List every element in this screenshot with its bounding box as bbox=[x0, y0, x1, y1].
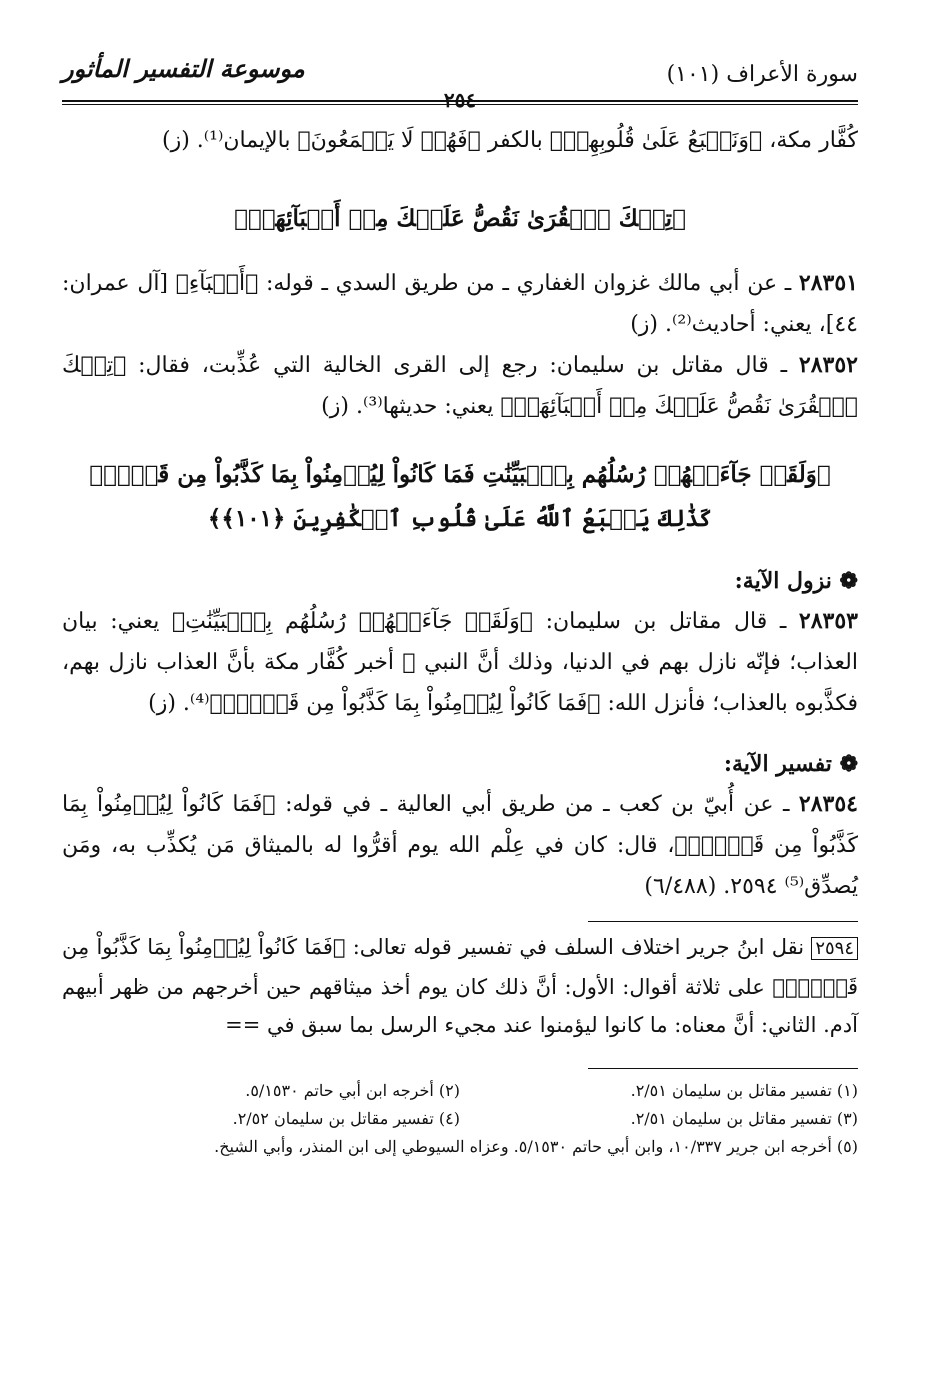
entry-28351 bbox=[62, 263, 858, 345]
footnotes bbox=[62, 1077, 858, 1161]
commentary-note bbox=[62, 928, 858, 1044]
page bbox=[62, 40, 858, 1161]
footnote-separator bbox=[588, 1068, 858, 1069]
entry-number: ٢٨٣٥٣ bbox=[798, 608, 858, 634]
footnote-5: (٥) أخرجه ابن جرير ١٠/٣٣٧، وابن أبي حاتم ٥/١٥٣٠. وعزاه السيوطي إلى ابن المنذر، وأبي الشيخ. bbox=[214, 1137, 858, 1156]
commentary-text: نقل ابنُ جرير اختلاف السلف في تفسير قوله تعالى: ﴿فَمَا كَانُواْ لِيُؤۡمِنُواْ بِمَا كَذَّبُواْ مِن قَبۡلُۚ﴾ على ثلاثة أقوال: الأول: أنَّ ذلك كان يوم أخذ ميثاقهم حين أخرجهم من ظهر أبيهم آدم. الثاني: أنَّ معناه: ما كانوا ليؤمنوا عند مجيء الرسل بما سبق في == bbox=[62, 935, 858, 1037]
footnote-4: (٤) تفسير مقاتل بن سليمان ٢/٥٢. bbox=[232, 1109, 460, 1128]
entry-text: ـ عن أُبيّ بن كعب ـ من طريق أبي العالية ـ في قوله: ﴿فَمَا كَانُواْ لِيُؤۡمِنُواْ بِمَا كَذَّبُواْ مِن قَبۡلُۚ﴾، قال: كان في عِلْم الله يوم أقرُّوا له بالميثاق مَن يُكذِّب به، ومَن يُصدِّق⁽⁵⁾ ٢٥٩٤. (٦/٤٨٨) bbox=[62, 792, 858, 899]
footnote-3: (٣) تفسير مقاتل بن سليمان ٢/٥١. bbox=[630, 1109, 858, 1128]
ayah-heading-2-line-2: كَذَٰلِكَ يَطۡبَعُ ٱللَّهُ عَلَىٰ قُلُوبِ ٱلۡكَٰفِرِينَ ﴿١٠١﴾﴾ bbox=[207, 505, 713, 532]
footnote-1: (١) تفسير مقاتل بن سليمان ٢/٥١. bbox=[630, 1081, 858, 1100]
commentary-badge: ٢٥٩٤ bbox=[811, 937, 858, 960]
entry-text: ـ قال مقاتل بن سليمان: ﴿وَلَقَدۡ جَآءَتۡهُمۡ رُسُلُهُم بِٱلۡبَيِّنَٰتِ﴾ يعني: بيان العذاب؛ فإنّه نازل بهم في الدنيا، وذلك أنَّ النبي ﷺ أخبر كُفَّار مكة بأنَّ العذاب نازل بهم، فكذَّبوه بالعذاب؛ فأنزل الله: ﴿فَمَا كَانُواْ لِيُؤۡمِنُواْ بِمَا كَذَّبُواْ مِن قَبۡلُۚ﴾⁽⁴⁾. (ز) bbox=[62, 609, 858, 716]
intro-line: كُفَّار مكة، ﴿وَنَطۡبَعُ عَلَىٰ قُلُوبِهِمۡ﴾ بالكفر ﴿فَهُمۡ لَا يَسۡمَعُونَ﴾ بالإيمان⁽¹⁾. (ز) bbox=[161, 128, 858, 153]
section-heading-nuzul: ❁ نزول الآية: bbox=[734, 568, 858, 594]
page-number: ٢٥٤ bbox=[443, 88, 477, 112]
footnote-2: (٢) أخرجه ابن أبي حاتم ٥/١٥٣٠. bbox=[245, 1081, 460, 1100]
entry-28354 bbox=[62, 784, 858, 907]
book-title: موسوعة التفسير المأثور bbox=[62, 54, 305, 83]
footnote-separator bbox=[588, 921, 858, 922]
page-header bbox=[62, 40, 858, 112]
entry-number: ٢٨٣٥٢ bbox=[798, 352, 858, 378]
ayah-heading-1: ﴿تِلۡكَ ٱلۡقُرَىٰ نَقُصُّ عَلَيۡكَ مِنۡ أَنۢبَآئِهَاۚ﴾ bbox=[234, 205, 686, 232]
header-rule bbox=[62, 100, 858, 102]
section-heading-tafsir: ❁ تفسير الآية: bbox=[723, 751, 858, 777]
entry-text: ـ قال مقاتل بن سليمان: رجع إلى القرى الخالية التي عُذِّبت، فقال: ﴿تِلۡكَ ٱلۡقُرَىٰ نَقُصُّ عَلَيۡكَ مِنۡ أَنۢبَآئِهَاۚ﴾ يعني: حديثها⁽³⁾. (ز) bbox=[62, 353, 858, 419]
surah-title: سورة الأعراف (١٠١) bbox=[666, 62, 858, 87]
entry-text: ـ عن أبي مالك غزوان الغفاري ـ من طريق السدي ـ قوله: ﴿أَنۢبَآءِ﴾ [آل عمران: ٤٤]، يعني: أحاديث⁽²⁾. (ز) bbox=[62, 271, 858, 337]
entry-28353 bbox=[62, 601, 858, 724]
entry-28352 bbox=[62, 345, 858, 427]
entry-number: ٢٨٣٥١ bbox=[798, 270, 858, 296]
ayah-heading-2-line-1: ﴿وَلَقَدۡ جَآءَتۡهُمۡ رُسُلُهُم بِٱلۡبَيِّنَٰتِ فَمَا كَانُواْ لِيُؤۡمِنُواْ بِمَا كَذَّبُواْ مِن قَبۡلُۚ bbox=[89, 461, 831, 488]
entry-number: ٢٨٣٥٤ bbox=[798, 791, 858, 817]
